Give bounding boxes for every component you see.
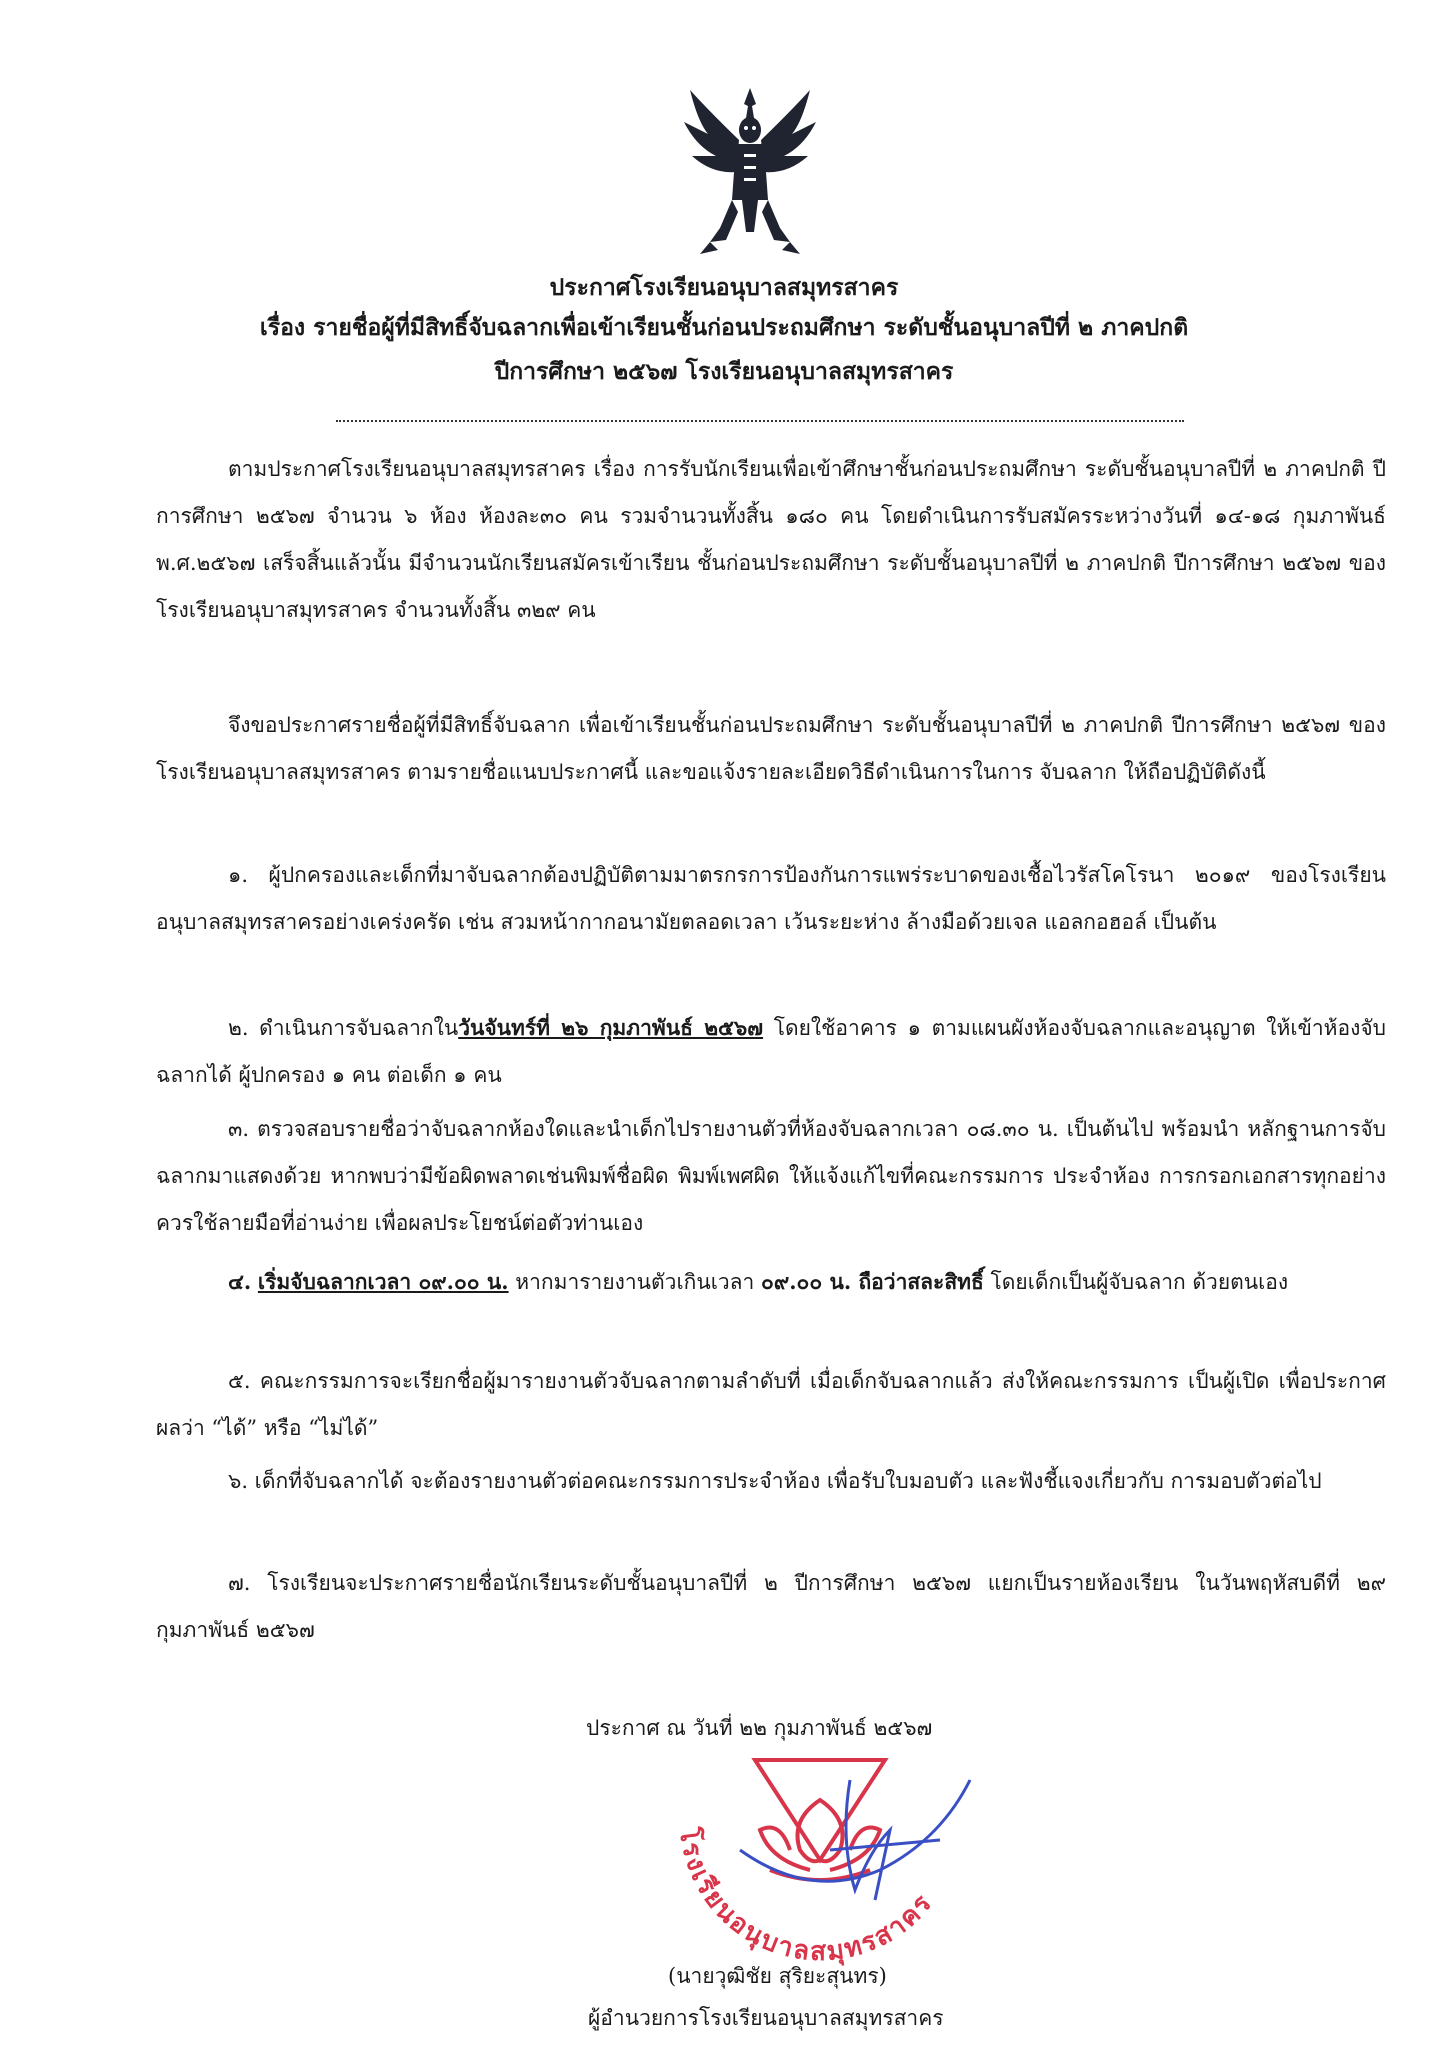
intro-paragraph — [156, 446, 1386, 634]
signatory-position: ผู้อำนวยการโรงเรียนอนุบาลสมุทรสาคร — [588, 2006, 944, 2030]
announcement-text: จึงขอประกาศรายชื่อผู้ที่มีสิทธิ์จับฉลาก เพื่อเข้าเรียนชั้นก่อนประถมศึกษา ระดับชั้นอนุบาลปีที่ ๒ ภาคปกติ ปีการศึกษา ๒๕๖๗ ของโรงเรียนอนุบาลสมุทรสาคร ตามรายชื่อแนบประกาศนี้ และขอแจ้งรายละเอียดวิธีดำเนินการในการ จับฉลาก ให้ถือปฏิบัติดังนี้ — [156, 713, 1387, 784]
item-1 — [156, 852, 1386, 946]
announcement-year: ปีการศึกษา ๒๕๖๗ โรงเรียนอนุบาลสมุทรสาคร — [494, 358, 954, 385]
item-6-text: ๖. เด็กที่จับฉลากได้ จะต้องรายงานตัวต่อคณะกรรมการประจำห้อง เพื่อรับใบมอบตัว และฟังชี้แจงเกี่ยวกับ การมอบตัวต่อไป — [228, 1469, 1322, 1493]
item-7 — [156, 1560, 1386, 1654]
item-5 — [156, 1358, 1386, 1452]
announcement-subject: เรื่อง รายชื่อผู้ที่มีสิทธิ์จับฉลากเพื่อเข้าเรียนชั้นก่อนประถมศึกษา ระดับชั้นอนุบาลปีที่ ๒ ภาคปกติ — [259, 314, 1189, 341]
item-1-text: ๑. ผู้ปกครองและเด็กที่มาจับฉลากต้องปฏิบัติตามมาตรกรการป้องกันการแพร่ระบาดของเชื้อไวรัสโคโรนา ๒๐๑๙ ของโรงเรียนอนุบาลสมุทรสาครอย่างเคร่งครัด เช่น สวมหน้ากากอนามัยตลอดเวลา เว้นระยะห่าง ล้างมือด้วยเจล แอลกอฮอล์ เป็นต้น — [156, 863, 1386, 934]
announcement-paragraph — [156, 702, 1386, 796]
item-3 — [156, 1106, 1386, 1247]
garuda-emblem-icon — [680, 82, 820, 257]
item-2-suffix: โดยใช้อาคาร ๑ ตามแผนผังห้องจับฉลากและอนุญาต ให้เข้าห้องจับฉลากได้ ผู้ปกครอง ๑ คน ต่อเด็ก ๑ คน — [156, 1016, 1387, 1087]
announcement-title: ประกาศโรงเรียนอนุบาลสมุทรสาคร — [549, 274, 899, 301]
svg-text:โรงเรียนอนุบาลสมุทรสาคร — [674, 1825, 938, 1968]
item-2-date: วันจันทร์ที่ ๒๖ กุมภาพันธ์ ๒๕๖๗ — [458, 1015, 764, 1040]
stamp-text: โรงเรียนอนุบาลสมุทรสาคร — [674, 1825, 939, 1967]
item-6 — [156, 1458, 1386, 1505]
item-4-middle: หากมารายงานตัวเกินเวลา — [508, 1270, 762, 1294]
item-7-text: ๗. โรงเรียนจะประกาศรายชื่อนักเรียนระดับชั้นอนุบาลปีที่ ๒ ปีการศึกษา ๒๕๖๗ แยกเป็นรายห้องเรียน ในวันพฤหัสบดีที่ ๒๙ กุมภาพันธ์ ๒๕๖๗ — [156, 1571, 1386, 1642]
item-2 — [156, 1004, 1386, 1099]
item-2-prefix: ๒. ดำเนินการจับฉลากใน — [228, 1016, 459, 1040]
item-4-number: ๔. — [228, 1269, 252, 1294]
item-4-start-time: เริ่มจับฉลากเวลา ๐๙.๐๐ น. — [257, 1269, 509, 1294]
item-5-text: ๕. คณะกรรมการจะเรียกชื่อผู้มารายงานตัวจับฉลากตามลำดับที่ เมื่อเด็กจับฉลากแล้ว ส่งให้คณะกรรมการ เป็นผู้เปิด เพื่อประกาศผลว่า “ได้” หรือ “ไม่ได้” — [156, 1369, 1386, 1440]
item-4-suffix: โดยเด็กเป็นผู้จับฉลาก ด้วยตนเอง — [983, 1270, 1289, 1294]
school-seal-stamp — [640, 1740, 1000, 1970]
item-4 — [156, 1258, 1386, 1306]
signatory-name: (นายวุฒิชัย สุริยะสุนทร) — [668, 1964, 887, 1988]
signature-date: ประกาศ ณ วันที่ ๒๒ กุมภาพันธ์ ๒๕๖๗ — [586, 1716, 933, 1740]
item-4-forfeit: ๐๙.๐๐ น. ถือว่าสละสิทธิ์ — [761, 1269, 984, 1294]
item-3-text: ๓. ตรวจสอบรายชื่อว่าจับฉลากห้องใดและนำเด็กไปรายงานตัวที่ห้องจับฉลากเวลา ๐๘.๓๐ น. เป็นต้นไป พร้อมนำ หลักฐานการจับฉลากมาแสดงด้วย หากพบว่ามีข้อผิดพลาดเช่นพิมพ์ชื่อผิด พิมพ์เพศผิด ให้แจ้งแก้ไขที่คณะกรรมการ ประจำห้อง การกรอกเอกสารทุกอย่างควรใช้ลายมือที่อ่านง่าย เพื่อผลประโยชน์ต่อตัวท่านเอง — [156, 1117, 1386, 1235]
dotted-divider — [336, 420, 1184, 422]
intro-text: ตามประกาศโรงเรียนอนุบาลสมุทรสาคร เรื่อง การรับนักเรียนเพื่อเข้าศึกษาชั้นก่อนประถมศึกษา ระดับชั้นอนุบาลปีที่ ๒ ภาคปกติ ปีการศึกษา ๒๕๖๗ จำนวน ๖ ห้อง ห้องละ๓๐ คน รวมจำนวนทั้งสิ้น ๑๘๐ คน โดยดำเนินการรับสมัครระหว่างวันที่ ๑๔-๑๘ กุมภาพันธ์ พ.ศ.๒๕๖๗ เสร็จสิ้นแล้วนั้น มีจำนวนนักเรียนสมัครเข้าเรียน ชั้นก่อนประถมศึกษา ระดับชั้นอนุบาลปีที่ ๒ ภาคปกติ ปีการศึกษา ๒๕๖๗ ของโรงเรียนอนุบาสมุทรสาคร จำนวนทั้งสิ้น ๓๒๙ คน — [156, 457, 1386, 622]
